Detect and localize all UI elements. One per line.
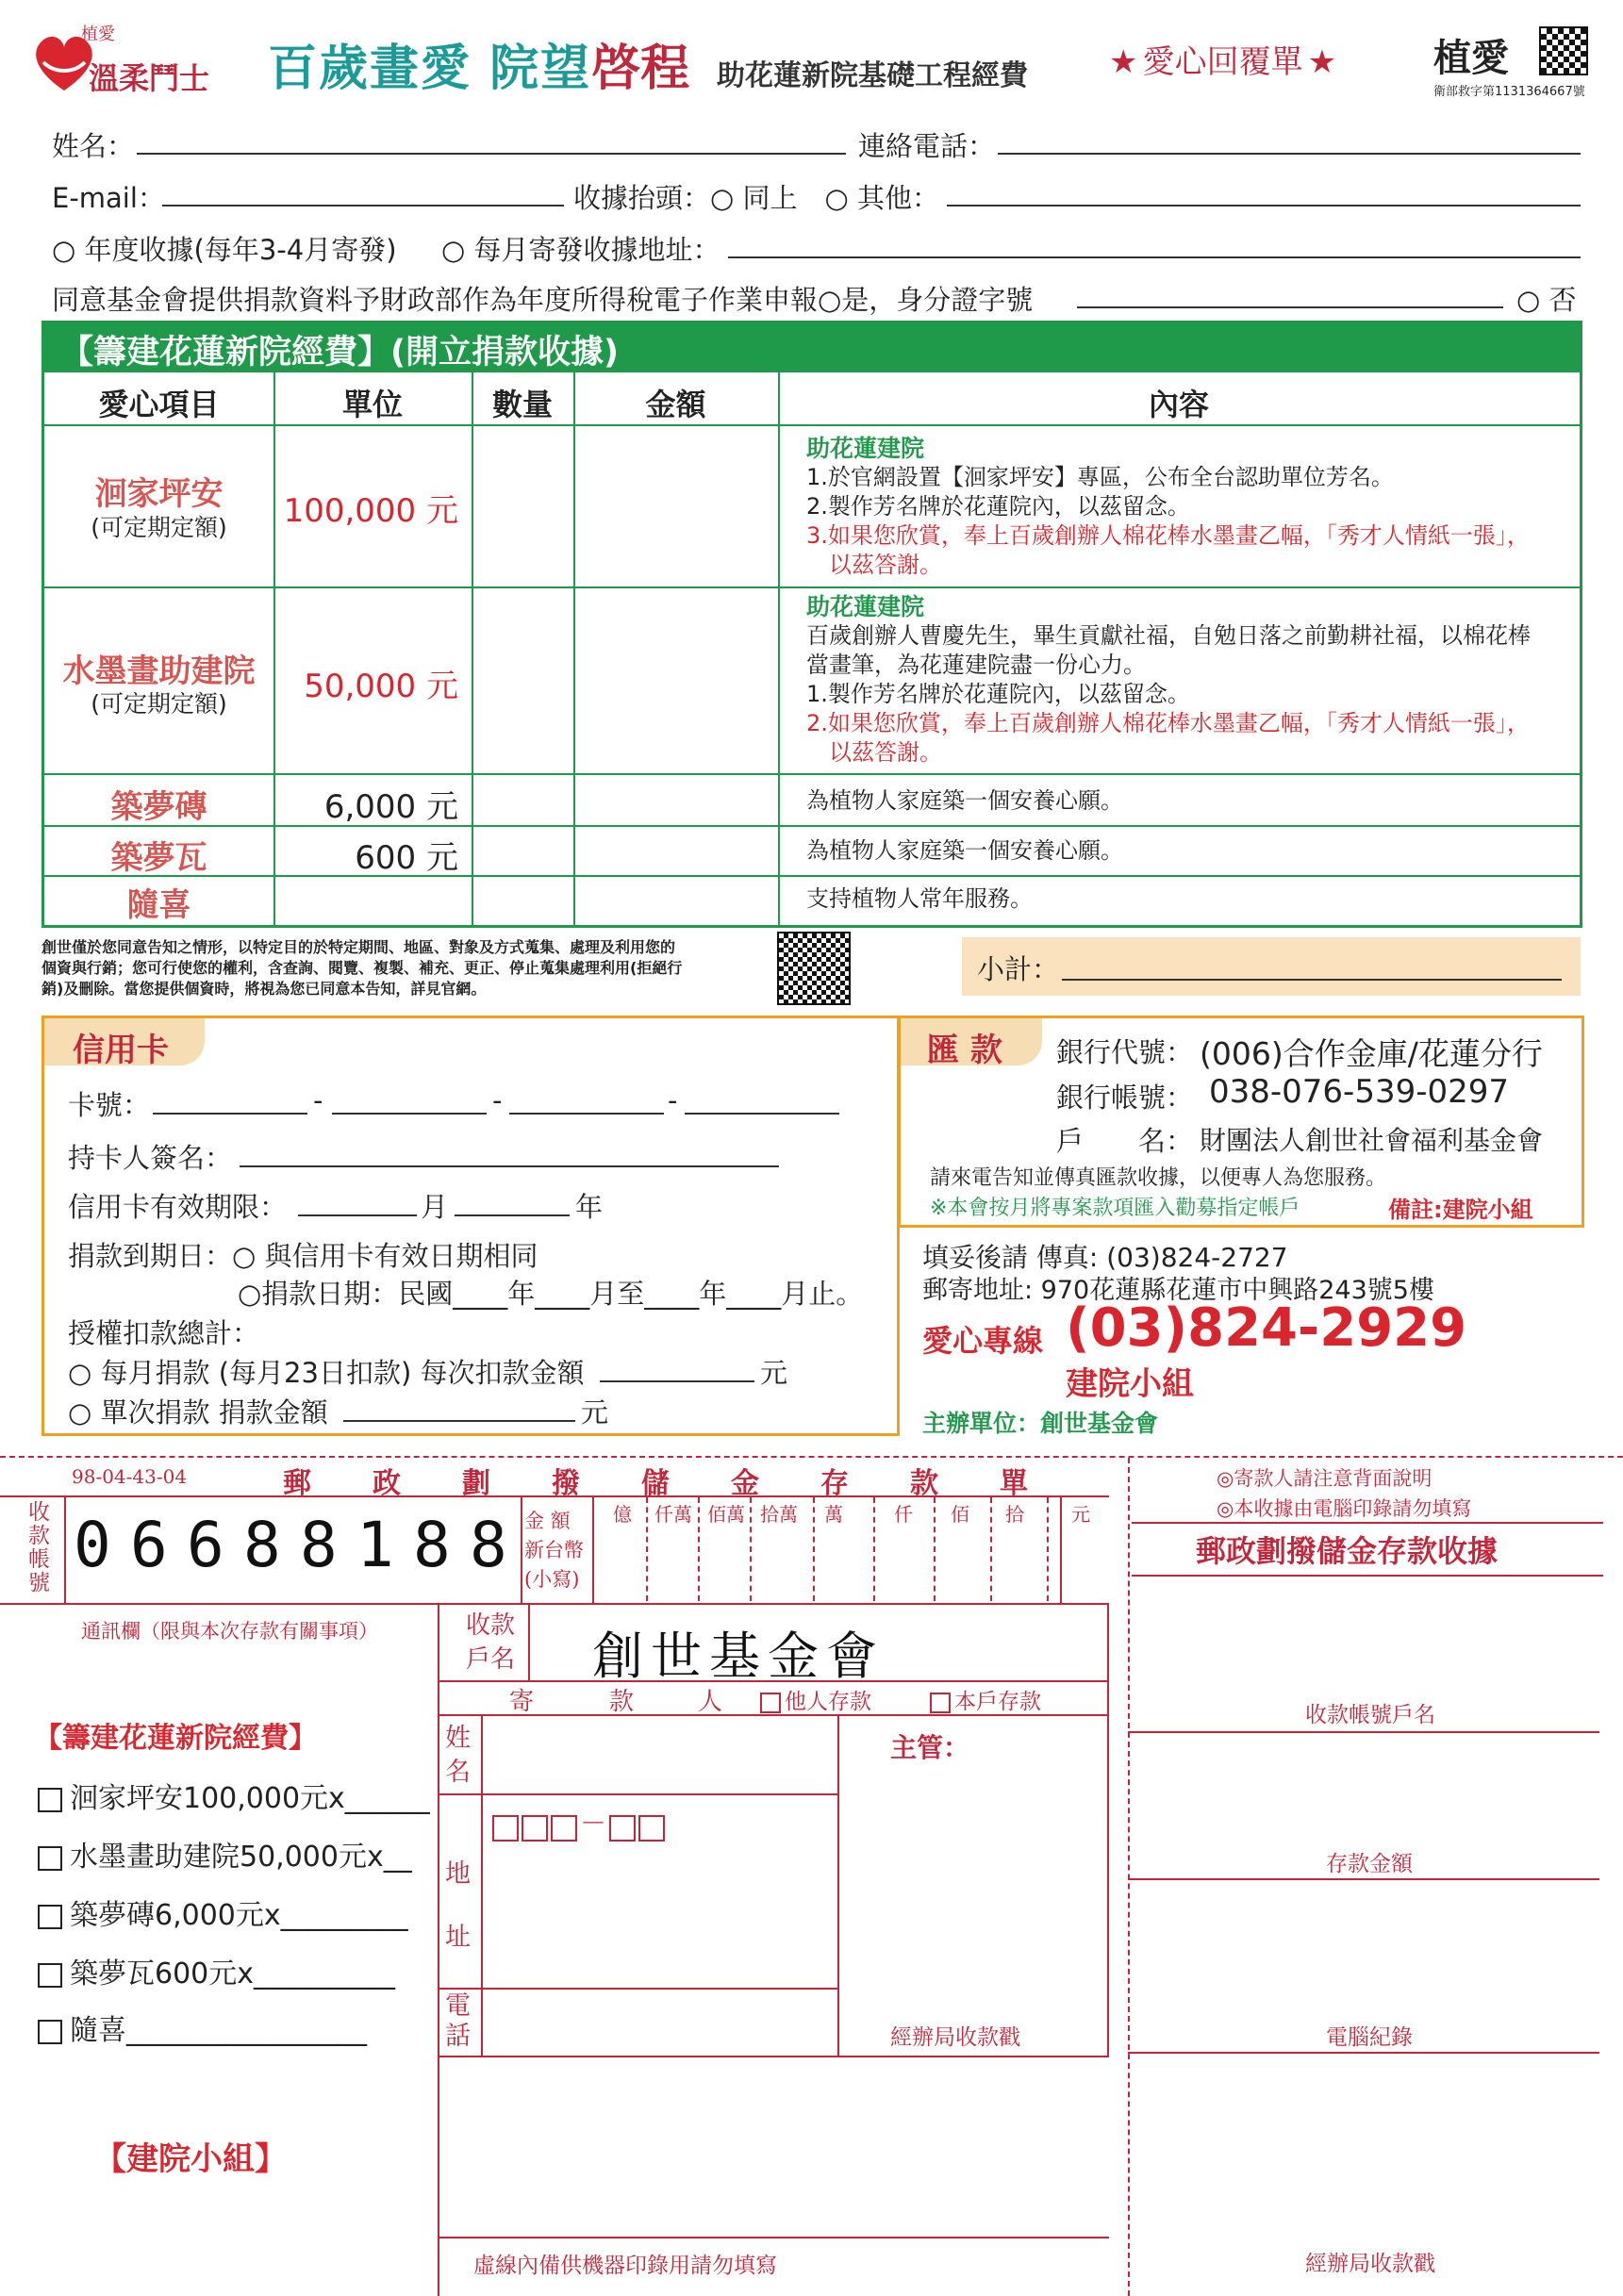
cardholder-signature-input[interactable] (240, 1165, 779, 1167)
card-number-sep: - (492, 1084, 503, 1116)
remittance-remark: 備註:建院小組 (1388, 1197, 1533, 1223)
checkbox[interactable] (38, 1905, 62, 1929)
quantity-cell[interactable] (473, 588, 572, 772)
remittance-note-2: ※本會按月將專案款項匯入勸募指定帳戶 (930, 1197, 1300, 1220)
postal-code-boxes[interactable]: － (492, 1803, 672, 1842)
amount-digit-boxes[interactable]: 億 仟萬 佰萬 拾萬 萬 仟 佰 拾 元 (594, 1497, 1060, 1603)
page-title (268, 28, 689, 99)
authorization-label: 授權扣款總計： (68, 1317, 260, 1349)
id-number-input[interactable] (1077, 306, 1503, 308)
receipt-title-label[interactable]: 收據抬頭：○ 同上 ○ 其他： (573, 182, 940, 214)
reply-badge (1109, 36, 1336, 82)
mail-address: 郵寄地址: 970花蓮縣花蓮市中興路243號5樓 (922, 1276, 1434, 1305)
item-description: 助花蓮建院 百歲創辦人曹慶先生，畢生貢獻社福，自勉日落之前勤耕社福，以棉花棒 當畫筆，為花蓮建院盡一份心力。 1.製作芳名牌於花蓮院內，以茲留念。 2.如果您欣賞，奉上百歲創辦人棉花棒水墨畫乙幅，「秀才人情紙一張」， 以茲答謝。 (806, 593, 1531, 766)
col-header-amount: 金額 (645, 387, 706, 422)
item-note: (可定期定額) (91, 690, 227, 718)
quantity-cell[interactable] (473, 827, 572, 874)
item-unit-price: 6,000 元 (323, 788, 458, 826)
item-unit-price: 50,000 元 (304, 668, 458, 705)
subtotal-box[interactable] (962, 937, 1581, 996)
receipt-postmark-label: 經辦局收款戳 (1305, 2252, 1435, 2276)
card-number-part-1[interactable] (153, 1113, 307, 1115)
sender-label-3: 人 (698, 1688, 723, 1716)
item-name: 水墨畫助建院 (62, 652, 256, 690)
checkbox[interactable] (38, 1963, 62, 1988)
single-yuan: 元 (581, 1396, 609, 1429)
bank-account: 038-076-539-0297 (1209, 1073, 1510, 1111)
reply-label: 愛心回覆單 (1142, 43, 1303, 81)
amount-label: 金 額 新台幣 (小寫) (524, 1510, 584, 1591)
amount-cell[interactable] (575, 775, 777, 824)
memo-footer: 【建院小組】 (94, 2140, 287, 2178)
star-icon: ★ (1109, 43, 1138, 81)
title-part-a: 百歲畫愛 (268, 41, 472, 97)
card-number-part-4[interactable] (685, 1113, 839, 1115)
privacy-notice: 創世僅於您同意告知之情形，以特定目的於特定期間、地區、對象及方式蒐集、處理及利用您的 個資與行銷；您可行使您的權利，含查詢、閱覽、複製、補充、更正、停止蒐集處理利用(拒絕行 銷)及刪除。當您提供個資時，將視為您已同意本告知，詳見官網。 (41, 938, 683, 998)
checkbox[interactable] (38, 1788, 62, 1812)
name-label: 姓名： (52, 130, 135, 162)
card-number-sep: - (668, 1084, 678, 1116)
subtotal-input[interactable] (1062, 979, 1562, 981)
quantity-cell[interactable] (473, 877, 572, 922)
item-description: 支持植物人常年服務。 (806, 885, 1033, 912)
item-name: 築夢磚 (110, 788, 207, 826)
expiry-year-input[interactable] (455, 1214, 570, 1216)
col-header-content: 內容 (1148, 387, 1209, 422)
sender-address-label: 地 址 (445, 1859, 471, 1952)
page-subtitle: 助花蓮新院基礎工程經費 (717, 59, 1028, 92)
single-amount-input[interactable] (343, 1420, 575, 1422)
sender-name-input[interactable] (485, 1718, 834, 1792)
tax-consent-no[interactable]: ○ 否 (1516, 284, 1577, 316)
expiry-year-unit: 年 (575, 1191, 604, 1223)
receipt-notice-1: ◎寄款人請注意背面說明 (1217, 1467, 1433, 1490)
account-holder: 財團法人創世社會福利基金會 (1200, 1125, 1544, 1156)
annual-receipt-option[interactable]: ○ 年度收據(每年3-4月寄發) (52, 234, 397, 266)
sender-label-1: 寄 (509, 1688, 535, 1716)
card-number-part-2[interactable] (332, 1113, 487, 1115)
fax-info: 填妥後請 傳真: (03)824-2727 (922, 1242, 1288, 1273)
monthly-receipt-option[interactable]: ○ 每月寄發收據地址： (441, 234, 720, 266)
quantity-cell[interactable] (473, 426, 572, 586)
col-header-qty: 數量 (491, 387, 553, 422)
cut-line (0, 1456, 1623, 1458)
item-unit-price: 100,000 元 (283, 492, 458, 530)
memo-heading: 【籌建花蓮新院經費】 (34, 1722, 317, 1755)
phone-input[interactable] (998, 153, 1581, 155)
item-note: (可定期定額) (91, 514, 227, 541)
title-part-c: 啓程 (591, 41, 690, 97)
title-part-b: 院望 (489, 41, 592, 97)
memo-item[interactable]: 築夢瓦600元x__________ (38, 1950, 395, 1991)
machine-print-notice: 虛線內備供機器印錄用請勿填寫 (473, 2254, 777, 2278)
privacy-qr-icon (777, 932, 851, 1005)
memo-item[interactable]: 水墨畫助建院50,000元x__ (38, 1833, 412, 1875)
item-name: 築夢瓦 (110, 839, 207, 877)
receipt-other-input[interactable] (947, 205, 1581, 206)
checkbox[interactable] (38, 2020, 62, 2044)
account-digits: 0 6 6 8 8 1 8 8 (74, 1509, 507, 1581)
credit-card-tab: 信用卡 (44, 1018, 205, 1065)
supervisor-label: 主管： (890, 1732, 970, 1763)
col-header-item: 愛心項目 (98, 387, 220, 422)
hotline-label: 愛心專線 (922, 1323, 1044, 1359)
other-deposit-option[interactable]: 他人存款 (760, 1684, 871, 1715)
hotline-group: 建院小組 (1066, 1365, 1194, 1403)
qr-code-icon (1539, 26, 1588, 75)
item-name: 洄家坪安 (94, 475, 224, 513)
single-donation-option[interactable]: ○ 單次捐款 捐款金額 (68, 1396, 328, 1429)
card-number-part-3[interactable] (509, 1113, 664, 1115)
bank-code: (006)合作金庫/花蓮分行 (1200, 1035, 1543, 1072)
monthly-donation-option[interactable]: ○ 每月捐款 (每月23日扣款) 每次扣款金額 (68, 1357, 585, 1389)
card-number-sep: - (313, 1084, 323, 1116)
memo-item[interactable]: 隨喜_________________ (38, 2007, 367, 2048)
slip-code: 98-04-43-04 (72, 1465, 188, 1488)
name-input[interactable] (137, 153, 846, 155)
memo-label: 通訊欄（限與本次存款有關事項） (81, 1620, 378, 1643)
card-number-label: 卡號： (68, 1089, 151, 1121)
donation-table-heading: 【籌建花蓮新院經費】(開立捐款收據) (41, 321, 1582, 370)
subtotal-label: 小計： (977, 953, 1060, 985)
sender-phone-input[interactable] (485, 1991, 834, 2052)
sender-name-label: 姓 名 (445, 1724, 471, 1787)
monthly-amount-input[interactable] (600, 1380, 754, 1382)
receipt-title: 郵政劃撥儲金存款收據 (1196, 1533, 1499, 1569)
receipt-address-input[interactable] (728, 256, 1581, 258)
expiry-month-input[interactable] (298, 1214, 417, 1216)
checkbox[interactable] (38, 1846, 62, 1871)
memo-item[interactable]: 洄家坪安100,000元x______ (38, 1775, 430, 1816)
end-date-option[interactable]: 捐款到期日：○ 與信用卡有效日期相同 (68, 1240, 538, 1272)
email-label: E-mail： (52, 182, 165, 214)
sender-address-input[interactable] (485, 1839, 834, 1986)
cardholder-label: 持卡人簽名： (68, 1142, 233, 1174)
receipt-divider (1128, 1458, 1130, 2296)
sender-phone-label: 電 話 (445, 1991, 471, 2051)
brand-name: 植愛 (1433, 37, 1509, 80)
account-holder-label: 戶 名： (1056, 1125, 1194, 1157)
quantity-cell[interactable] (473, 775, 572, 824)
organizer: 主辦單位：創世基金會 (922, 1410, 1159, 1437)
amount-cell[interactable] (575, 588, 777, 772)
remittance-note: 請來電告知並傳真匯款收據，以便專人為您服務。 (930, 1166, 1387, 1190)
bank-account-label: 銀行帳號： (1056, 1082, 1194, 1114)
amount-cell[interactable] (575, 877, 777, 922)
payee-label: 收款 戶名 (466, 1611, 516, 1674)
account-number-label: 收 款 帳 號 (28, 1500, 50, 1595)
memo-item[interactable]: 築夢磚6,000元x_________ (38, 1891, 408, 1933)
tax-consent-label[interactable]: 同意基金會提供捐款資料予財政部作為年度所得稅電子作業申報○是，身分證字號 (52, 284, 1034, 316)
item-unit-price: 600 元 (355, 839, 458, 877)
col-header-unit: 單位 (341, 387, 403, 422)
permit-number: 衛部救字第1131364667號 (1433, 85, 1585, 99)
expiry-month-unit: 月 (421, 1191, 449, 1223)
bank-code-label: 銀行代號： (1056, 1036, 1194, 1068)
item-description: 助花蓮建院 1.於官網設置【洄家坪安】專區，公布全台認助單位芳名。 2.製作芳名牌於花蓮院內，以茲留念。 3.如果您欣賞，奉上百歲創辦人棉花棒水墨畫乙幅，「秀才人情紙一張」， 以茲答謝。 (806, 435, 1530, 578)
item-name: 隨喜 (126, 886, 191, 924)
remittance-tab: 匯 款 (901, 1018, 1042, 1065)
logo-main: 溫柔鬥士 (89, 60, 210, 96)
item-description: 為植物人家庭築一個安養心願。 (806, 837, 1123, 864)
amount-cell[interactable] (575, 827, 777, 874)
email-input[interactable] (162, 205, 564, 206)
sender-label-2: 款 (609, 1688, 635, 1716)
receipt-account-label: 收款帳號戶名 (1305, 1703, 1435, 1727)
star-icon: ★ (1307, 43, 1337, 81)
monthly-yuan: 元 (760, 1357, 788, 1389)
phone-label: 連絡電話： (858, 130, 996, 162)
hotline-number[interactable]: (03)824-2929 (1066, 1297, 1467, 1359)
receipt-amount-label: 存款金額 (1326, 1852, 1413, 1876)
expiry-label: 信用卡有效期限： (68, 1191, 288, 1223)
slip-title: 郵 政 劃 撥 儲 金 存 款 單 (283, 1467, 1028, 1500)
postmark-label: 經辦局收款戳 (890, 2025, 1020, 2050)
date-range-option[interactable]: ○捐款日期：民國____年____月至____年____月止。 (238, 1278, 864, 1310)
self-deposit-option[interactable]: 本戶存款 (930, 1684, 1041, 1715)
logo-small: 植愛 (81, 25, 115, 44)
receipt-computer-label: 電腦紀錄 (1326, 2025, 1413, 2050)
receipt-notice-2: ◎本收據由電腦印錄請勿填寫 (1217, 1497, 1472, 1520)
logo (26, 17, 243, 102)
payee-name: 創世基金會 (592, 1627, 885, 1686)
amount-cell[interactable] (575, 426, 777, 586)
item-description: 為植物人家庭築一個安養心願。 (806, 787, 1123, 814)
